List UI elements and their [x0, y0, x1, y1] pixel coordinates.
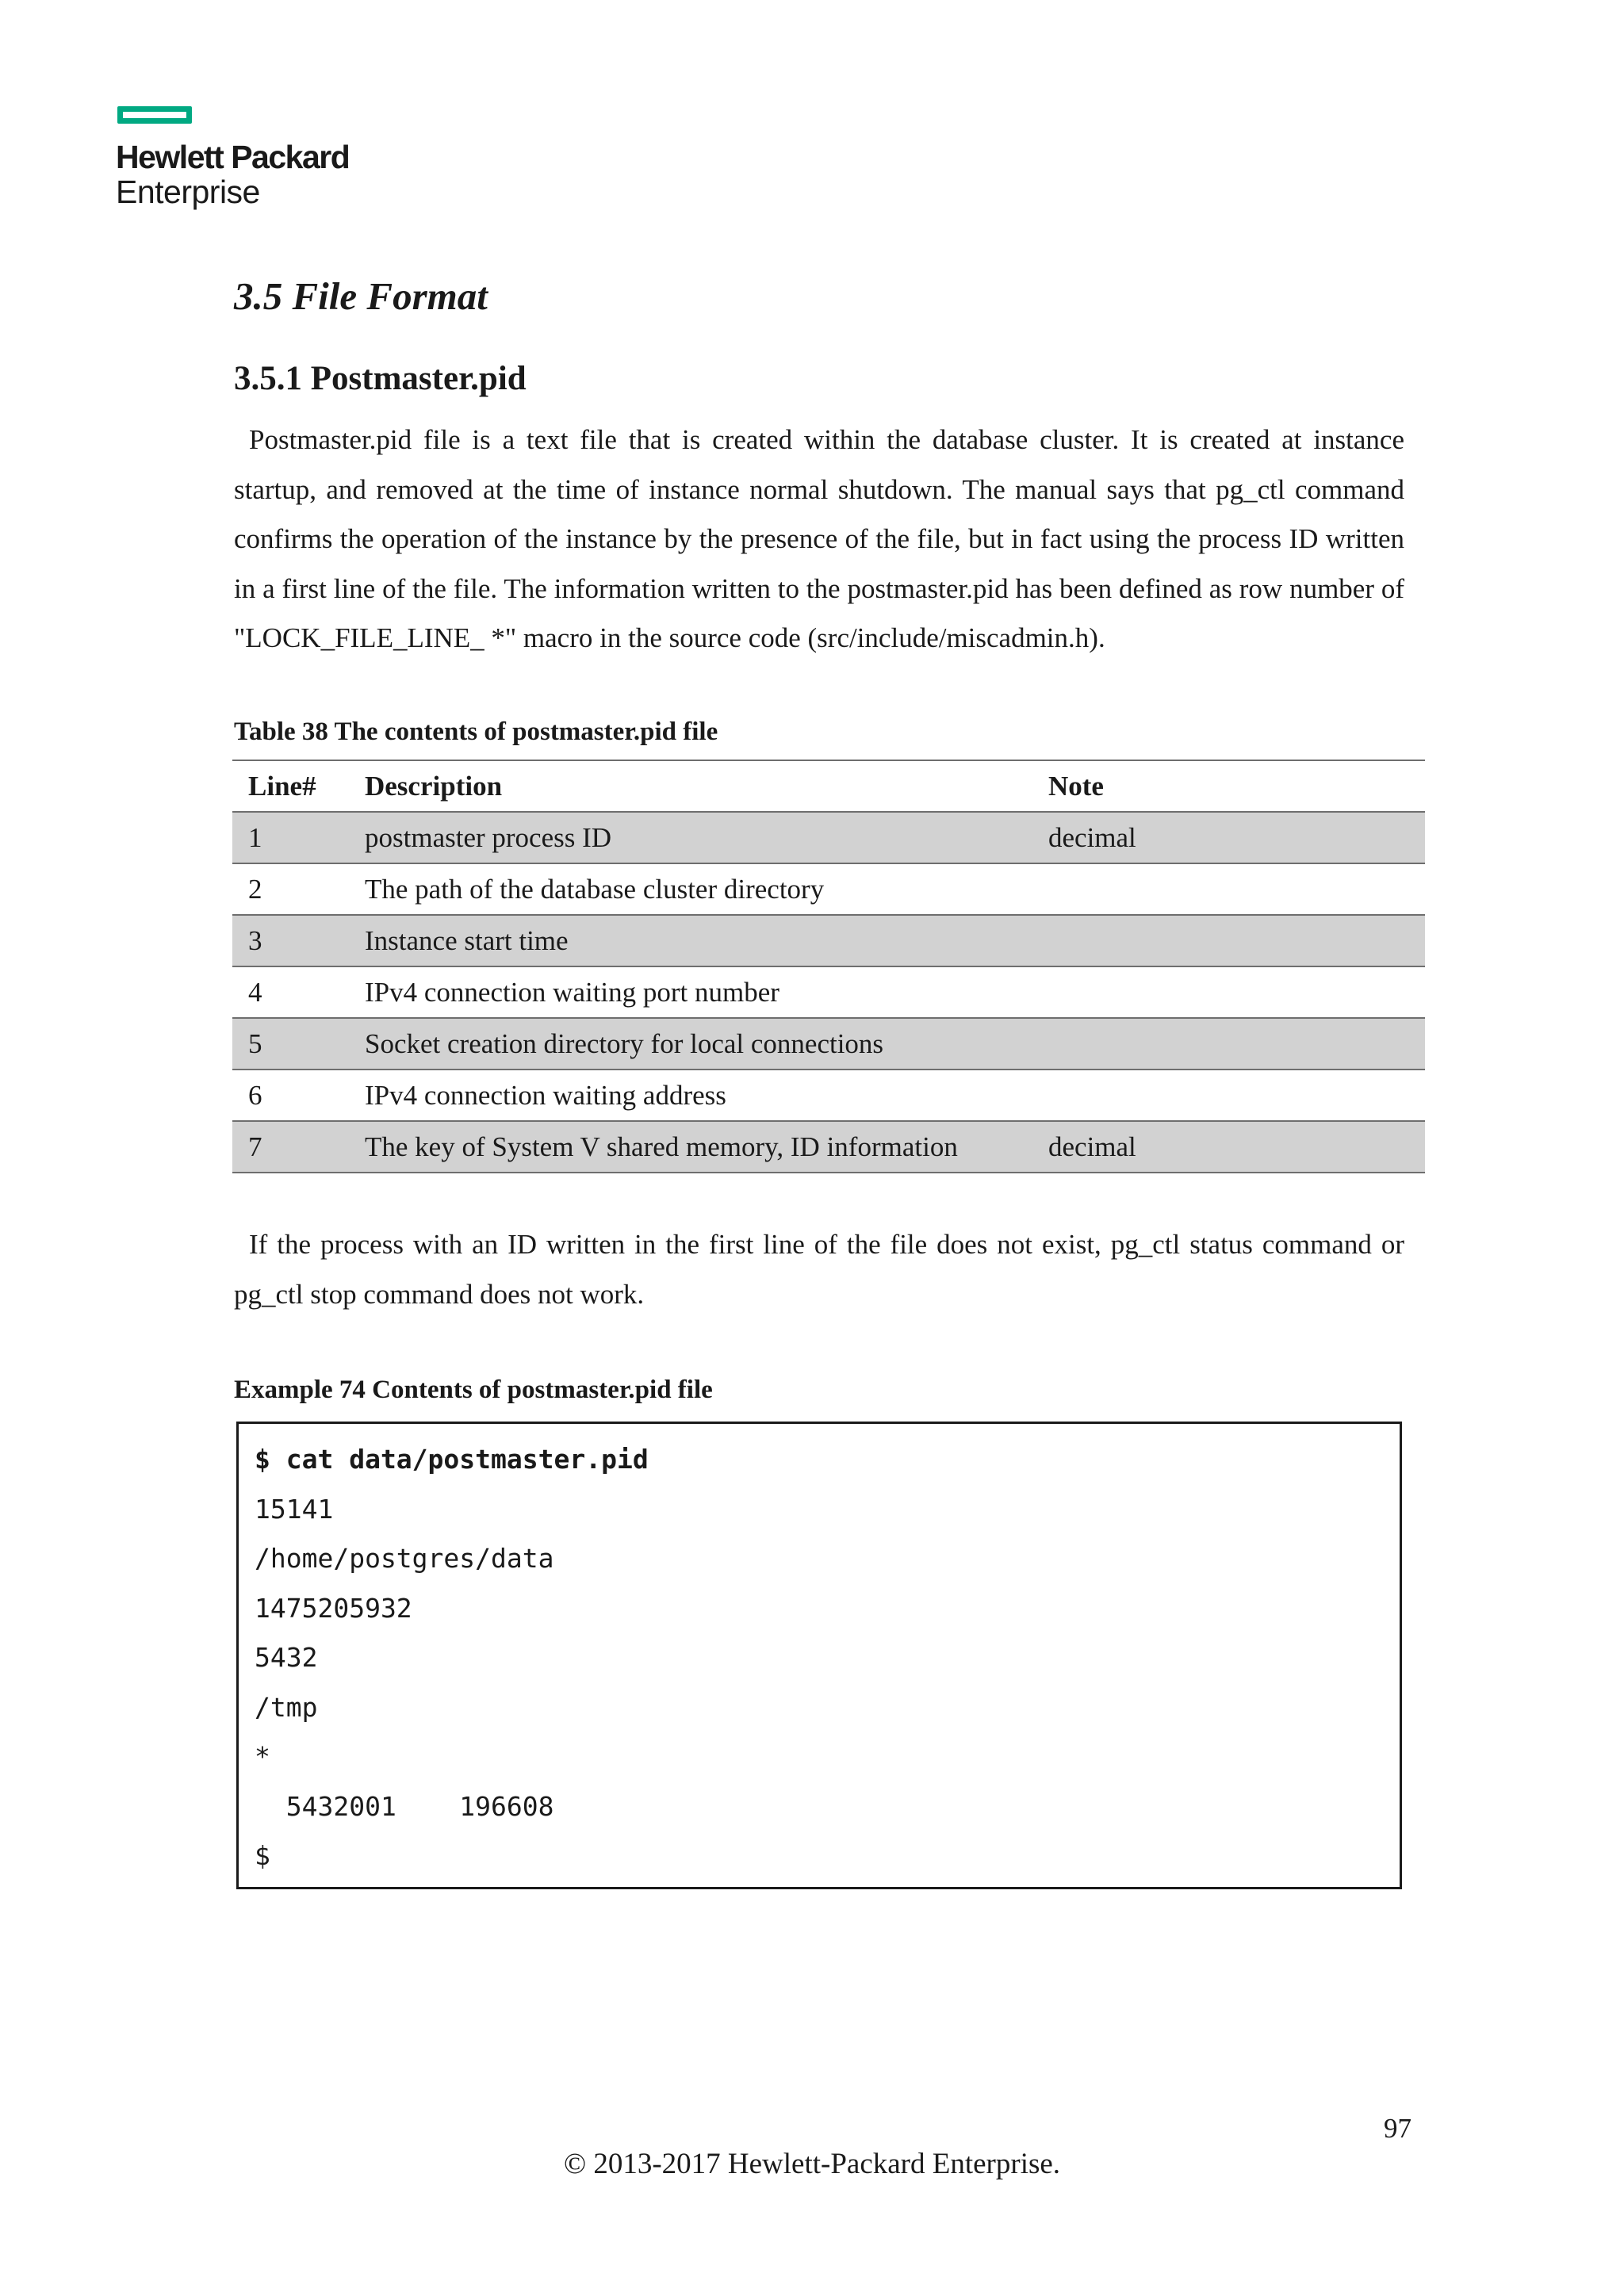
- cell-description: The key of System V shared memory, ID information: [349, 1121, 1032, 1173]
- code-command-line: $ cat data/postmaster.pid: [255, 1444, 649, 1475]
- table-row: [232, 1121, 1425, 1173]
- header-line-number: Line#: [232, 760, 349, 812]
- cell-note: [1032, 1070, 1425, 1121]
- code-output-line: 1475205932: [255, 1592, 412, 1624]
- page-number: 97: [1384, 2113, 1411, 2144]
- cell-description: IPv4 connection waiting port number: [349, 966, 1032, 1018]
- intro-paragraph: Postmaster.pid file is a text file that is created within the database cluster. It is created at instance startup, and removed at the time of instance normal shutdown. The manual says that pg_ctl command confirms the operation of the instance by the presence of the file, but in fact using the process ID written in a first line of the file. The information written to the postmaster.pid has been defined as row number of "LOCK_FILE_LINE_ *" macro in the source code (src/include/miscadmin.h).: [234, 424, 1404, 653]
- cell-note: [1032, 915, 1425, 966]
- section-title: 3.5 File Format: [234, 274, 488, 318]
- code-output-line: 5432001 196608: [255, 1790, 554, 1822]
- cell-note: [1032, 1018, 1425, 1070]
- logo-text-line1: Hewlett Packard: [116, 139, 350, 175]
- hpe-logo: [116, 106, 370, 209]
- code-output-line: 5432: [255, 1642, 318, 1673]
- status-paragraph: If the process with an ID written in the first line of the file does not exist, pg_ctl status command or pg_ctl stop command does not work.: [234, 1229, 1404, 1310]
- subsection-title: 3.5.1 Postmaster.pid: [234, 360, 527, 397]
- table-row: [232, 915, 1425, 966]
- postmaster-pid-table: [232, 760, 1425, 1173]
- code-output-line: *: [255, 1741, 270, 1772]
- cell-line: 5: [232, 1018, 349, 1070]
- header-note: Note: [1032, 760, 1425, 812]
- code-output-line: /home/postgres/data: [255, 1543, 554, 1574]
- cell-note: decimal: [1032, 812, 1425, 863]
- cell-description: The path of the database cluster directory: [349, 863, 1032, 915]
- hpe-logo-mark: [117, 106, 192, 124]
- code-output-line: 15141: [255, 1493, 334, 1525]
- cell-line: 6: [232, 1070, 349, 1121]
- table-row: [232, 966, 1425, 1018]
- cell-description: Socket creation directory for local connections: [349, 1018, 1032, 1070]
- table-caption: Table 38 The contents of postmaster.pid file: [234, 718, 718, 746]
- cell-description: postmaster process ID: [349, 812, 1032, 863]
- logo-text-line2: Enterprise: [116, 174, 260, 210]
- cell-note: [1032, 863, 1425, 915]
- copyright-notice: © 2013-2017 Hewlett-Packard Enterprise.: [563, 2148, 1061, 2180]
- cell-line: 3: [232, 915, 349, 966]
- example-caption: Example 74 Contents of postmaster.pid file: [234, 1376, 713, 1404]
- cell-line: 2: [232, 863, 349, 915]
- header-description: Description: [349, 760, 1032, 812]
- table-row: [232, 1018, 1425, 1070]
- cell-line: 7: [232, 1121, 349, 1173]
- cell-line: 1: [232, 812, 349, 863]
- code-output-line: /tmp: [255, 1691, 318, 1723]
- cell-description: IPv4 connection waiting address: [349, 1070, 1032, 1121]
- code-output-line: $: [255, 1840, 270, 1871]
- table-row: [232, 812, 1425, 863]
- cell-description: Instance start time: [349, 915, 1032, 966]
- cell-note: [1032, 966, 1425, 1018]
- cell-note: decimal: [1032, 1121, 1425, 1173]
- cell-line: 4: [232, 966, 349, 1018]
- table-row: [232, 1070, 1425, 1121]
- code-example-box: [236, 1422, 1402, 1889]
- table-row: [232, 863, 1425, 915]
- table-header-row: [232, 760, 1425, 812]
